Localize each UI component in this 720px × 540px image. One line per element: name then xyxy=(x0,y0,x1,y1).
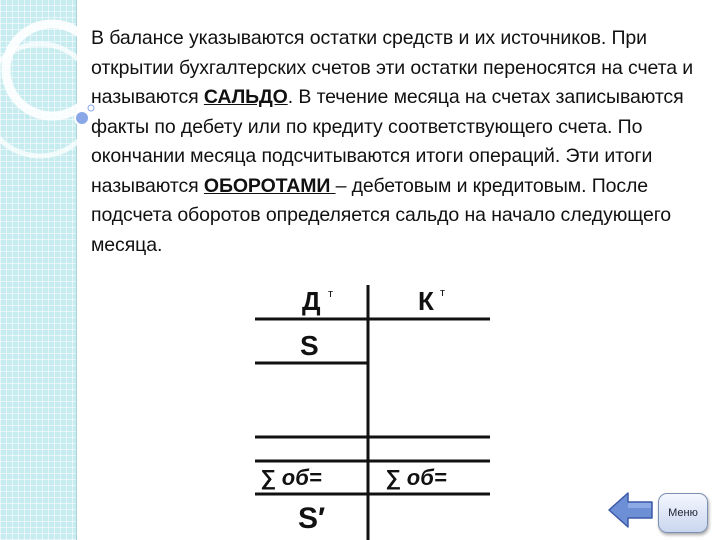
main-paragraph xyxy=(91,24,703,260)
menu-button[interactable] xyxy=(658,493,708,533)
paragraph-text-1: В балансе указываются остатки средств и их источников. При открытии бухгалтерских счетов эти остатки переносятся на счета и называются xyxy=(91,27,694,108)
back-arrow-button[interactable] xyxy=(606,490,656,530)
paragraph-text-3: – дебетовым и кредитовым. После подсчета оборотов определяется сальдо на начало следующего месяца. xyxy=(91,174,672,256)
credit-header: К xyxy=(418,286,434,316)
opening-balance-label: S xyxy=(300,330,319,361)
term-oboroty: ОБОРОТАМИ xyxy=(203,174,336,197)
t-account-diagram xyxy=(250,280,500,540)
credit-superscript: т xyxy=(440,287,446,299)
arrow-left-icon xyxy=(609,493,652,527)
paragraph-text-2: . В течение месяца на счетах записываются факты по дебету или по кредиту соответствующего счета. По окончании месяца подсчитываются итоги операций. Эти итоги называются xyxy=(91,86,684,197)
decorative-sidebar xyxy=(0,0,77,540)
credit-turnover-label: ∑ об= xyxy=(385,465,447,490)
menu-button-label: Меню xyxy=(668,507,698,519)
debit-turnover-label: ∑ об= xyxy=(260,465,322,490)
debit-header: Д xyxy=(302,286,321,316)
debit-superscript: т xyxy=(328,288,334,300)
term-saldo: САЛЬДО xyxy=(203,86,288,108)
closing-balance-label: S′ xyxy=(298,502,326,535)
